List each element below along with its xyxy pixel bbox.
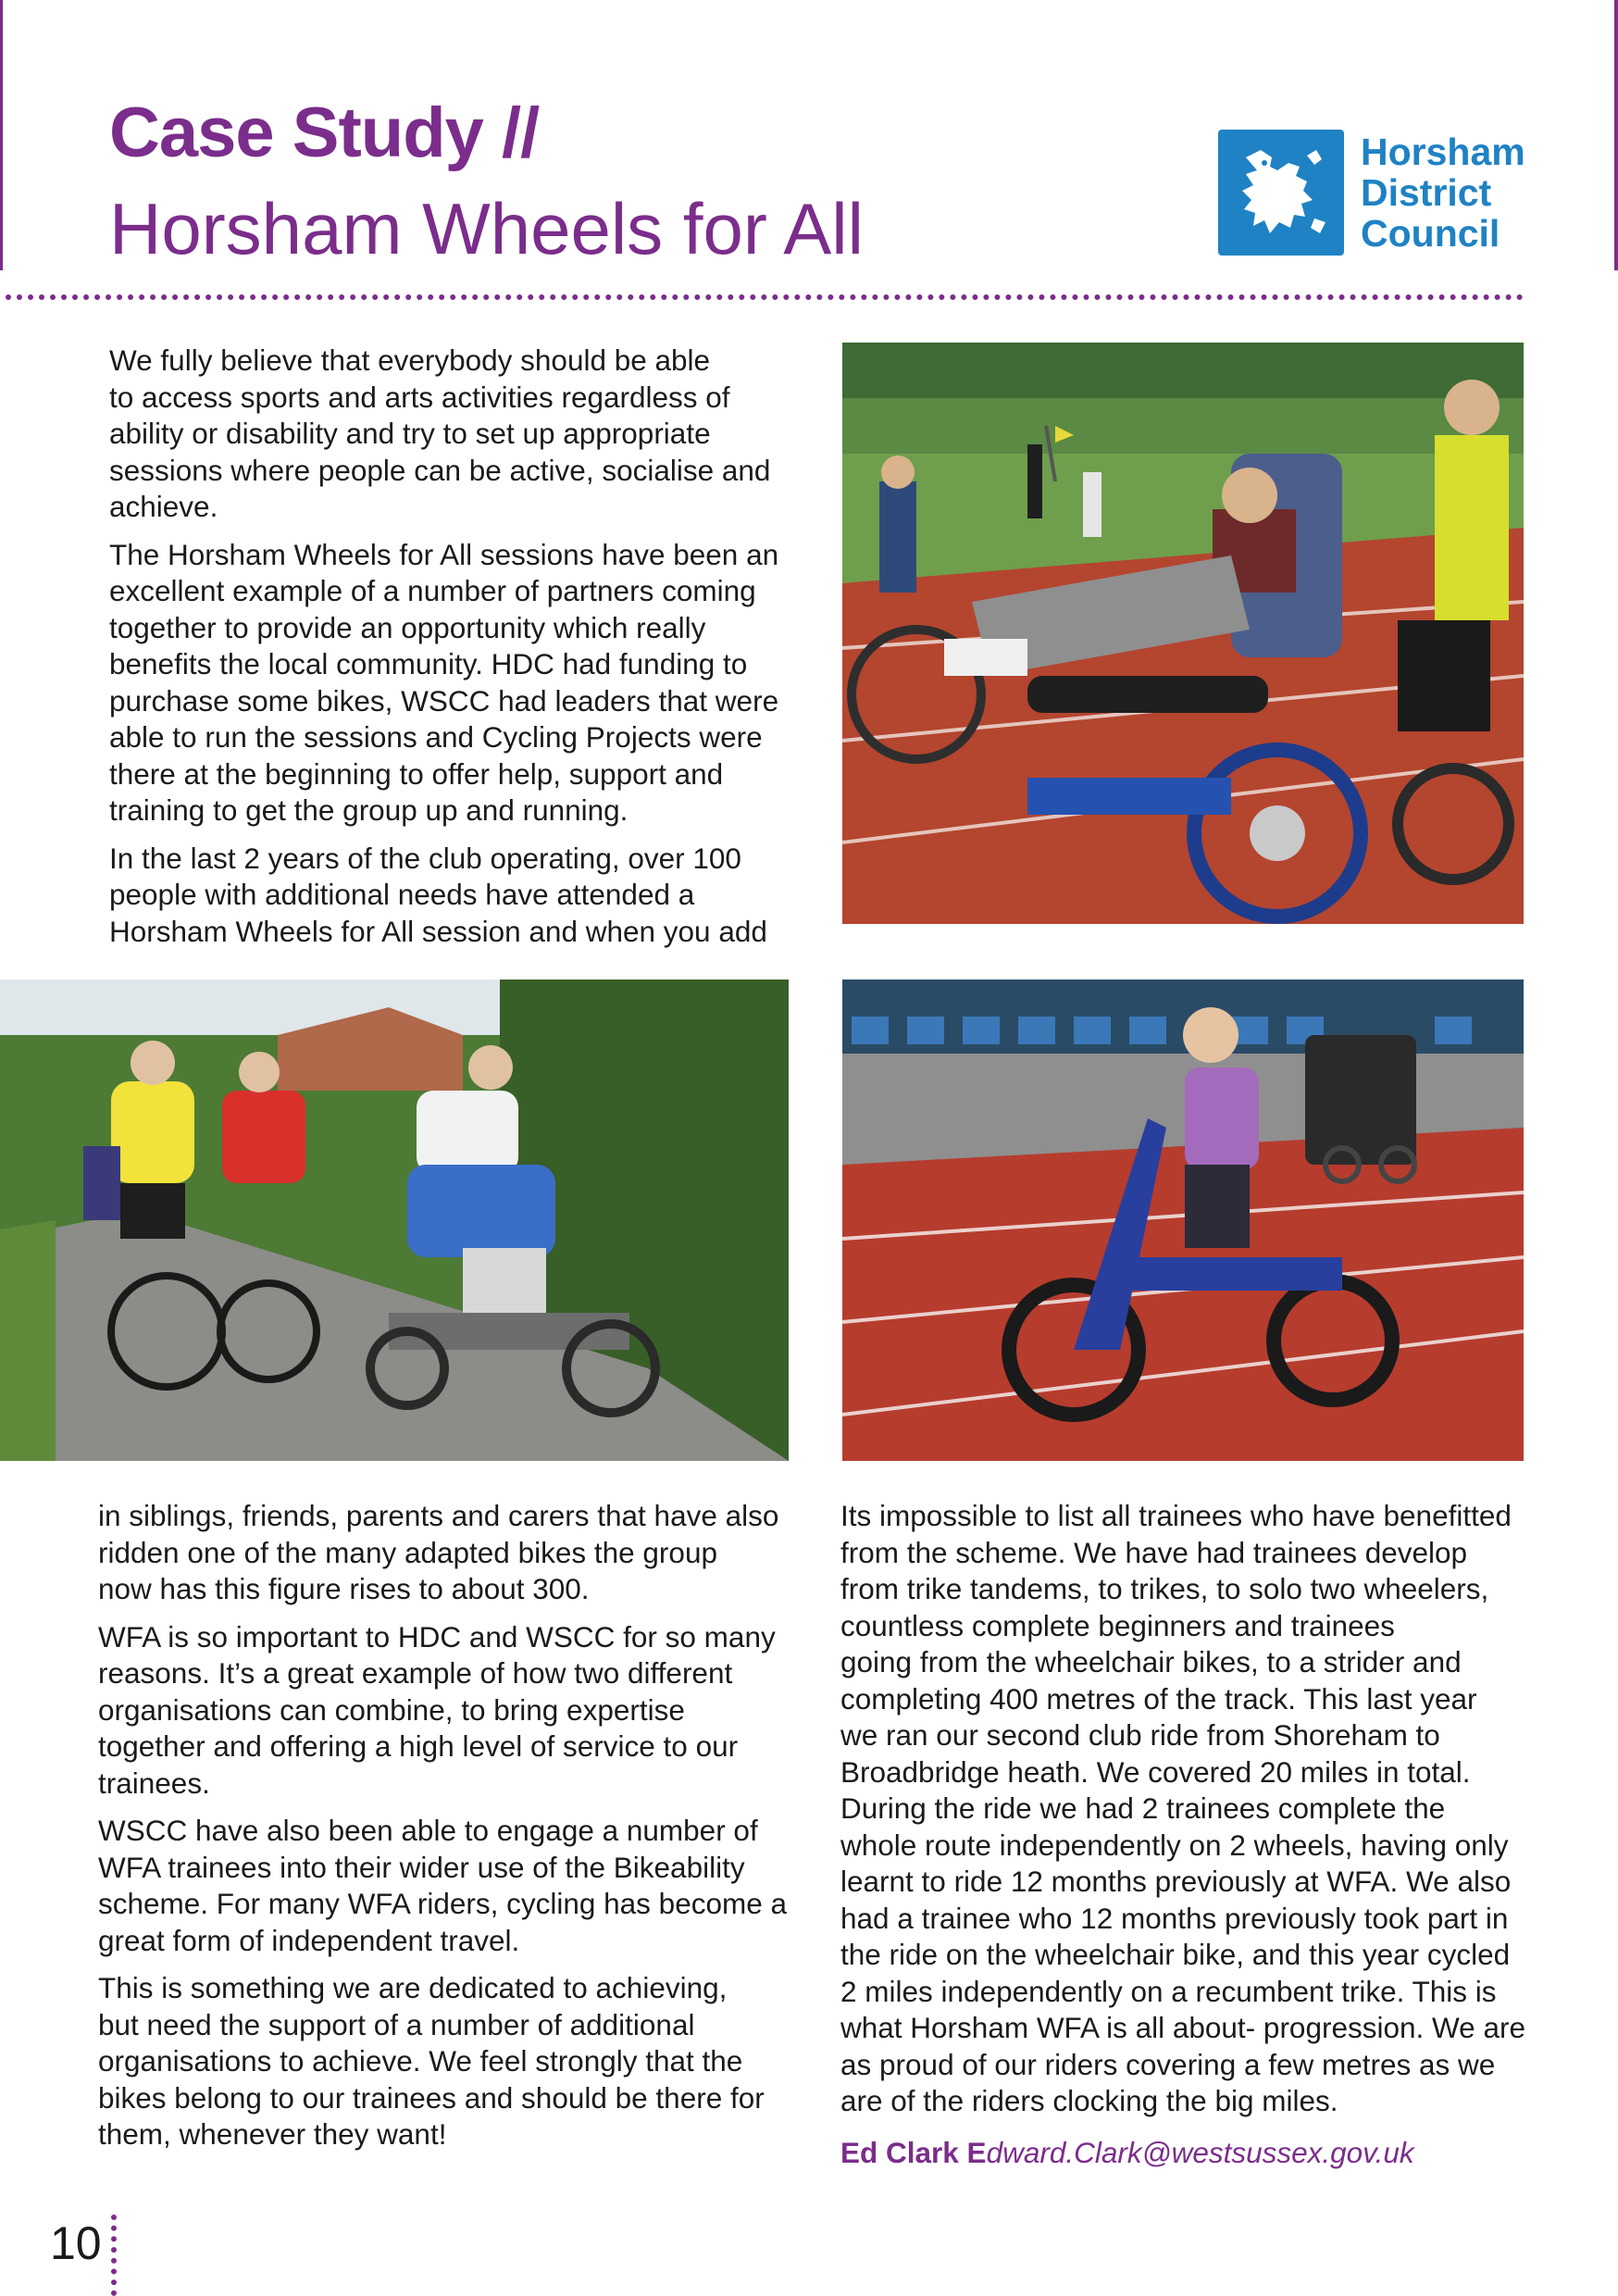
author-email-link[interactable]: dward.Clark@westsussex.gov.uk — [986, 2135, 1414, 2169]
paragraph: We fully believe that everybody should be able to access sports and arts activities regardless of ability or disability and try to set up appropriate sessions where people can be active, socialise and achieve. — [109, 343, 771, 523]
paragraph: The Horsham Wheels for All sessions have been an excellent example of a number of partners coming together to provide an opportunity which really benefits the local community. HDC had funding to purchase some bikes, WSCC had leaders that were able to run the sessions and Cycling Projects were there at the beginning to offer help, support and training to get the group up and running. — [109, 537, 779, 827]
photo-road-ride — [0, 980, 789, 1461]
body-column-1 — [109, 343, 794, 961]
paragraph: Its impossible to list all trainees who have benefitted from the scheme. We have had trainees develop from trike tandems, to trikes, to solo two wheelers, countless complete beginners and trainees going from the wheelchair bikes, to a strider and completing 400 metres of the track. This last year we ran our second club ride from Shoreham to Broadbridge heath. We covered 20 miles in total. During the ride we had 2 trainees complete the whole route independently on 2 wheels, having only learnt to ride 12 months previously at WFA. We also had a trainee who 12 months previously took part in the ride on the wheelchair bike, and this year cycled 2 miles independently on a recumbent trike. This is what Horsham WFA is all about- progression. We are as proud of our riders covering a few metres as we are of the riders clocking the big miles. — [840, 1499, 1525, 2117]
body-column-2 — [98, 1498, 802, 2165]
paragraph: WSCC have also been able to engage a number of WFA trainees into their wider use of the Bikeability scheme. For many WFA riders, cycling has become a great form of independent travel. — [98, 1814, 788, 1957]
paragraph: WFA is so important to HDC and WSCC for so many reasons. It’s a great example of how two different organisations can combine, to bring expertise together and offering a high level of service to our trainees. — [98, 1619, 776, 1800]
council-name-line1: Horsham — [1361, 131, 1525, 173]
council-logo — [1218, 130, 1524, 256]
page-title: Horsham Wheels for All — [109, 188, 864, 269]
council-name-line3: Council — [1361, 212, 1500, 255]
author-name: Ed Clark E — [840, 2135, 987, 2169]
page-number-rule — [111, 2215, 117, 2296]
right-edge-rule — [1614, 0, 1618, 270]
lion-crest-icon — [1218, 130, 1344, 256]
page-number: 10 — [50, 2217, 102, 2269]
page-title-kicker: Case Study // — [109, 94, 540, 172]
left-edge-rule — [0, 0, 3, 270]
council-name — [1361, 131, 1525, 254]
photo-track-wheelchair-bike — [842, 343, 1524, 924]
body-column-3 — [840, 1498, 1553, 2171]
header-divider — [6, 294, 1524, 300]
author-contact — [840, 2135, 1553, 2172]
photo-trike-child — [842, 980, 1524, 1461]
council-name-line2: District — [1361, 171, 1492, 214]
paragraph: This is something we are dedicated to achieving, but need the support of a number of additional organisations to achieve. We feel strongly that the bikes belong to our trainees and should be there for them, whenever they want! — [98, 1971, 765, 2151]
paragraph: in siblings, friends, parents and carers that have also ridden one of the many adapted bikes the group now has this figure rises to about 300. — [98, 1499, 779, 1605]
paragraph: In the last 2 years of the club operating, over 100 people with additional needs have attended a Horsham Wheels for All session and when you add — [109, 841, 767, 948]
